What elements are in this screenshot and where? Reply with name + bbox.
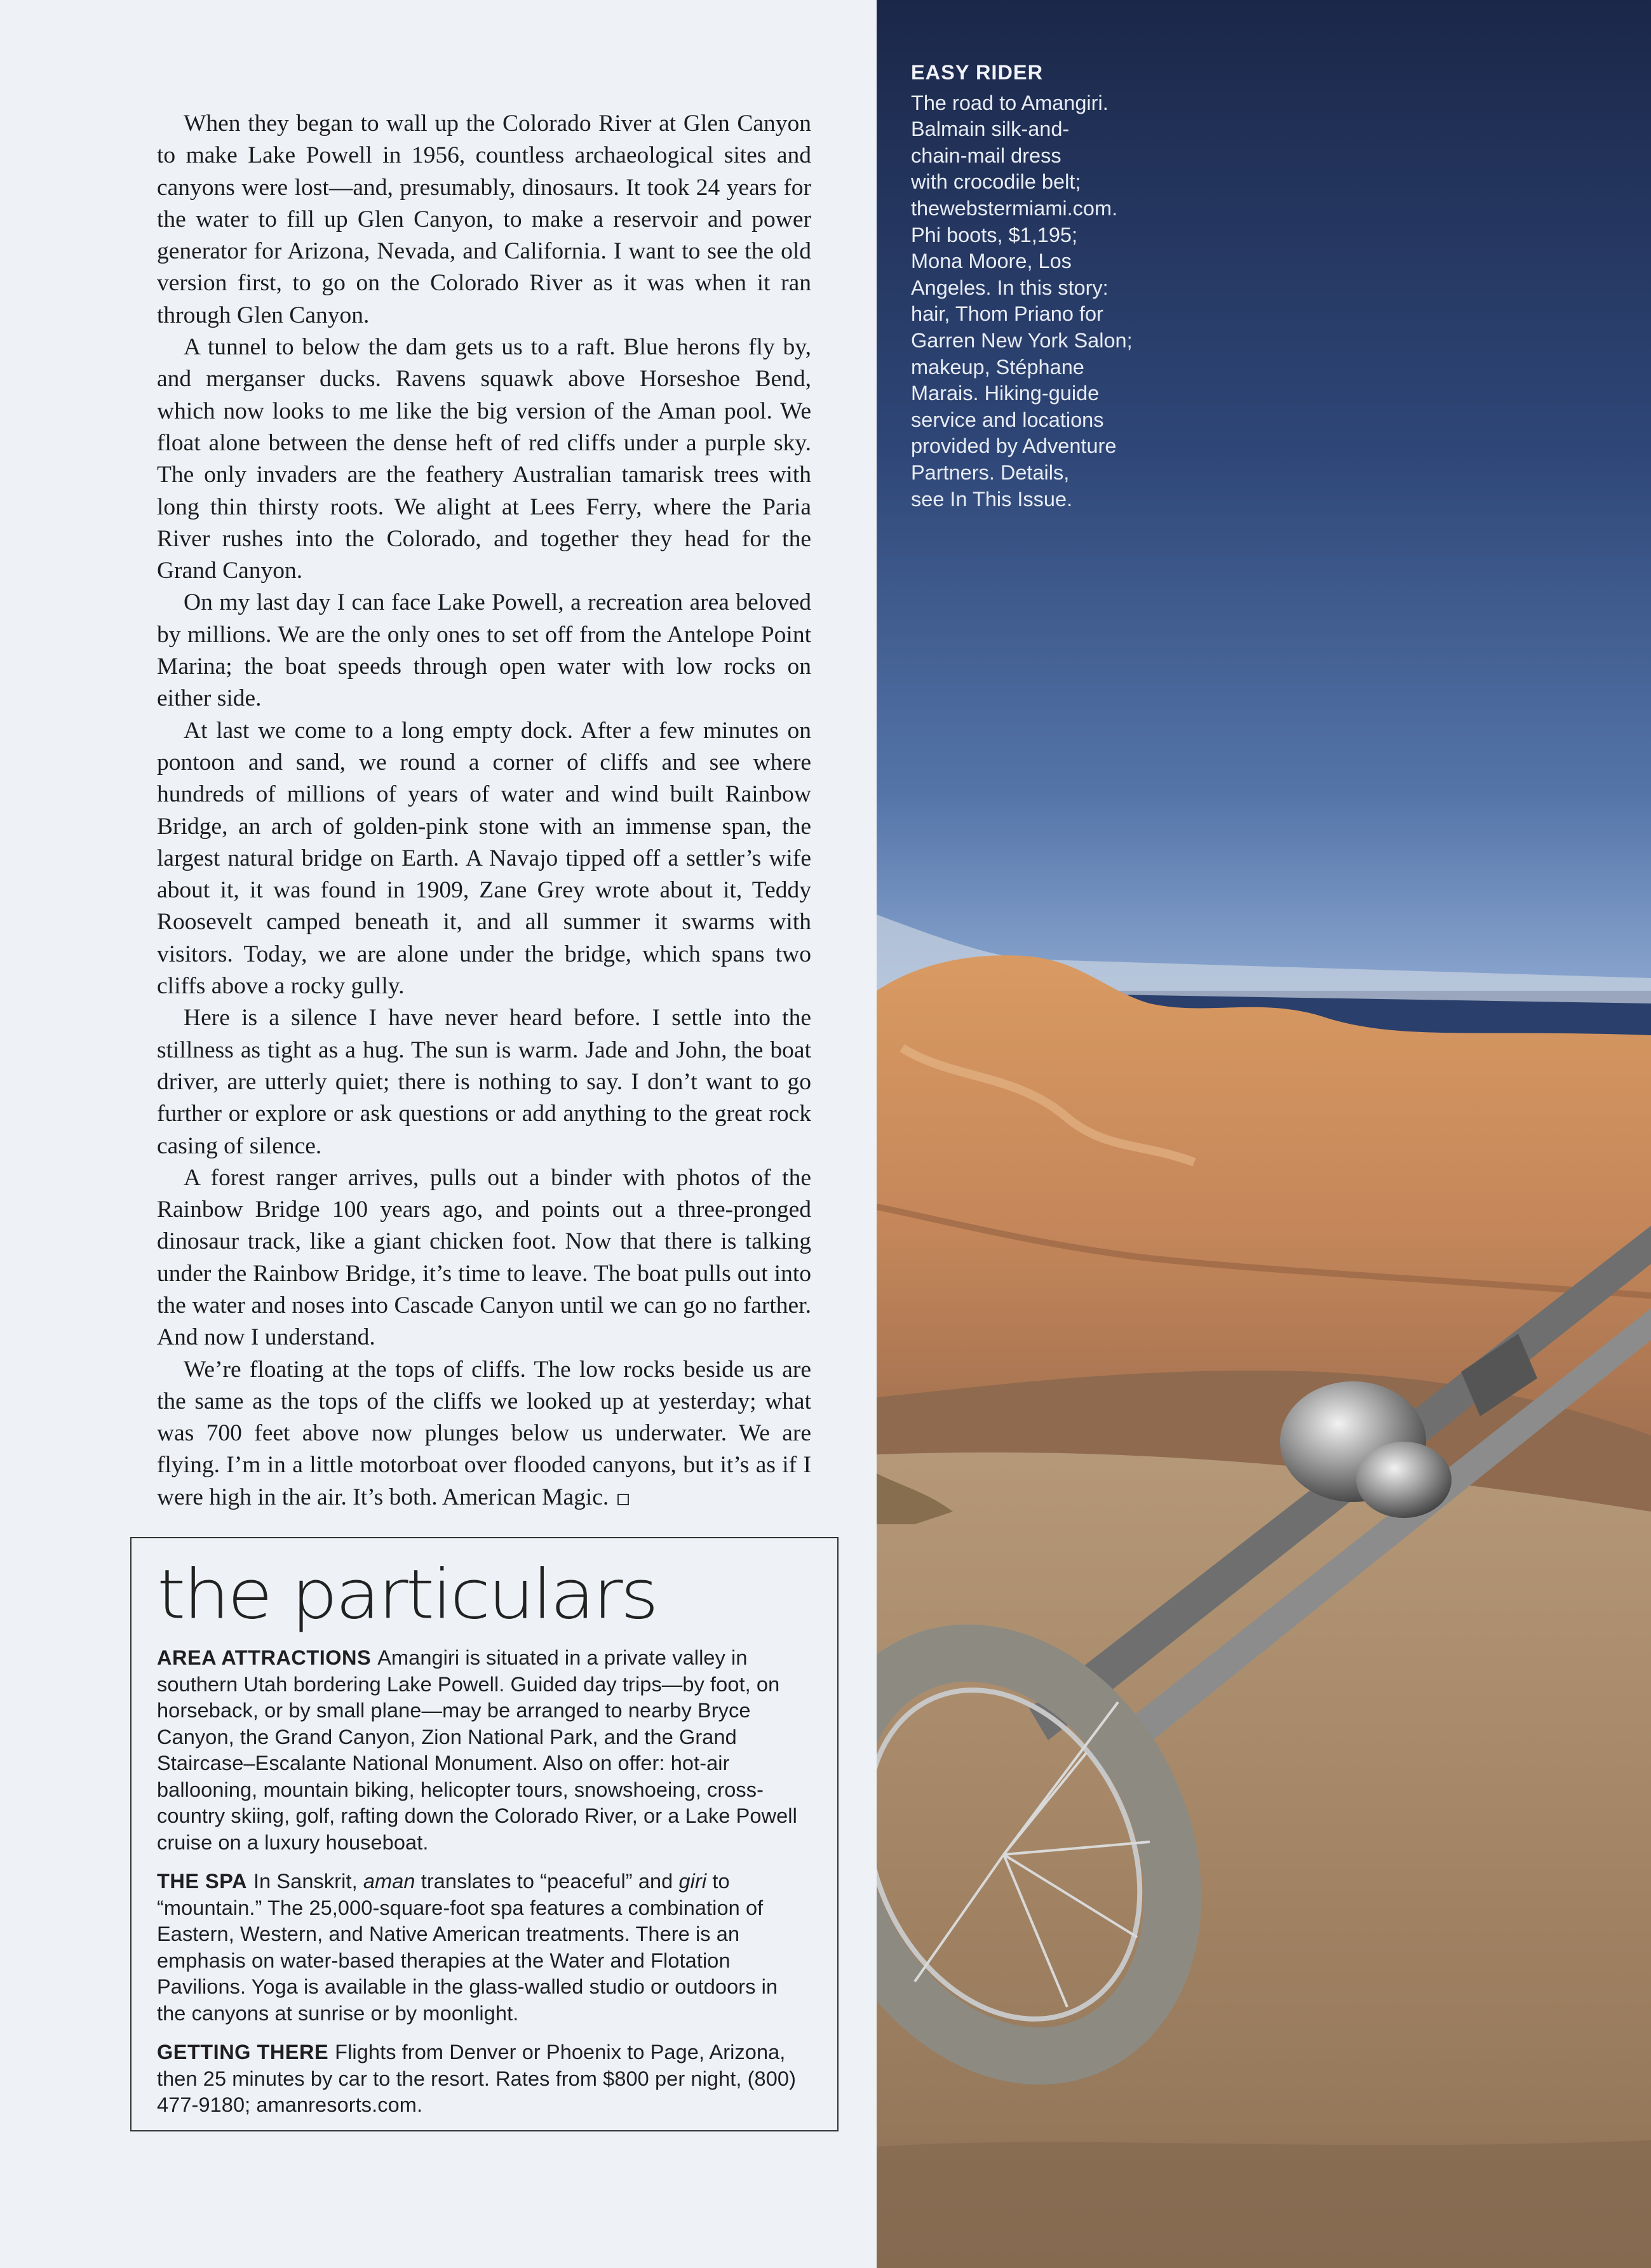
section-text: Amangiri is situated in a private valley in southern Utah bordering Lake Powell. Guided day trips—by foot, on horseback, or by small plane—may be arranged to nearby Bryce Canyon, the Grand Canyon, Zion National Park, and the Grand Staircase–Escalante National Monument. Also on offer: hot-air ballooning, mountain biking, helicopter tours, snowshoeing, cross-country skiing, golf, rafting down the Colorado River, or a Lake Powell cruise on a luxury houseboat. (157, 1646, 797, 1854)
article-paragraph: On my last day I can face Lake Powell, a recreation area beloved by millions. We are the only ones to set off from the Antelope Point Marina; the boat speeds through open water with low rocks on either side. (157, 589, 811, 712)
foreground-gravel (877, 2140, 1651, 2268)
section-text: to “mountain.” The 25,000-square-foot spa features a combination of Eastern, Western, and Native American treatments. There is an emphasis on water-based therapies at the Water and Flotation Pavilions. Yoga is available in the glass-walled studio or outdoors in the canyons at sunrise or by moonlight. (157, 1870, 778, 2025)
caption-line: Angeles. In this story: (911, 276, 1109, 299)
italic-word: aman (363, 1870, 415, 1893)
caption-line: chain-mail dress (911, 144, 1061, 167)
particulars-box (130, 1537, 839, 2131)
section-text: Flights from Denver or Phoenix to Page, Arizona, then 25 minutes by car to the resort. Rates from $800 per night, (800) 477-9180; amanresorts.com. (157, 2041, 796, 2116)
caption-line: Phi boots, $1,195; (911, 223, 1077, 246)
caption-line: Garren New York Salon; (911, 328, 1133, 352)
photo-caption (911, 60, 1203, 513)
caption-title: EASY RIDER (911, 61, 1044, 84)
caption-line: Marais. Hiking-guide (911, 382, 1100, 405)
caption-line: see In This Issue. (911, 487, 1073, 511)
section-text: In Sanskrit, (253, 1870, 358, 1893)
italic-word: giri (678, 1870, 707, 1893)
caption-line: Mona Moore, Los (911, 250, 1072, 273)
spa-section (157, 1869, 811, 2027)
caption-line: provided by Adventure (911, 434, 1117, 458)
article-paragraph: At last we come to a long empty dock. After a few minutes on pontoon and sand, we round a corner of cliffs and see where hundreds of millions of years of water and wind built Rainbow Bridge, an arch of golden-pink stone with an immense span, the largest natural bridge on Earth. A Navajo tipped off a settler’s wife about it, it was found in 1909, Zane Grey wrote about it, Teddy Roosevelt camped beneath it, and all summer it swarms with visitors. Today, we are alone under the bridge, which spans two cliffs above a rocky gully. (157, 717, 811, 1000)
caption-line: hair, Thom Priano for (911, 302, 1103, 326)
caption-line: service and locations (911, 408, 1104, 431)
article-paragraph: Here is a silence I have never heard before. I settle into the stillness as tight as a hug. The sun is warm. Jade and John, the boat driver, are utterly quiet; there is nothing to say. I don’t want to go further or explore or ask questions or add anything to the great rock casing of silence. (157, 1005, 811, 1159)
article-paragraph: A tunnel to below the dam gets us to a raft. Blue herons fly by, and merganser ducks. Ravens squawk above Horseshoe Bend, which now looks to me like the big version of the Aman pool. We float alone between the dense heft of red cliffs under a purple sky. The only invaders are the feathery Australian tamarisk trees with long thin thirsty roots. We alight at Lees Ferry, where the Paria River rushes into the Colorado, and together they head for the Grand Canyon. (157, 334, 811, 584)
particulars-title: the particulars (157, 1555, 657, 1635)
caption-line: The road to Amangiri. (911, 91, 1109, 114)
caption-line: Partners. Details, (911, 460, 1070, 484)
section-heading: THE SPA (157, 1870, 247, 1893)
article-paragraph: A forest ranger arrives, pulls out a binder with photos of the Rainbow Bridge 100 years ago, and points out a three-pronged dinosaur track, like a giant chicken foot. Now that there is talking under the Rainbow Bridge, it’s time to leave. The boat pulls out into the water and noses into Cascade Canyon until we can go no farther. And now I understand. (157, 1164, 811, 1351)
section-heading: GETTING THERE (157, 2041, 329, 2063)
area-attractions-section (157, 1645, 811, 1856)
chrome-skull-jaw (1356, 1442, 1452, 1518)
caption-line: with crocodile belt; (911, 170, 1081, 194)
caption-line: makeup, Stéphane (911, 355, 1084, 379)
article-paragraph-text: We’re floating at the tops of cliffs. The low rocks beside us are the same as the tops of the cliffs we looked up at yesterday; what was 700 feet above now plunges below us underwater. We are flying. I’m in a little motorboat over flooded canyons, but it’s as if I were high in the air. It’s both. American Magic. (157, 1356, 811, 1510)
article-paragraph: When they began to wall up the Colorado River at Glen Canyon to make Lake Powell in 1956, countless archaeological sites and canyons were lost—and, presumably, dinosaurs. It took 24 years for the water to fill up Glen Canyon, to make a reservoir and power generator for Arizona, Nevada, and California. I want to see the old version first, to go on the Colorado River as it was when it ran through Glen Canyon. (157, 111, 811, 328)
getting-there-section (157, 2039, 811, 2119)
article-body (157, 108, 811, 1513)
article-paragraph-last (157, 1354, 811, 1513)
caption-line: Balmain silk-and- (911, 117, 1070, 141)
section-text: translates to “peaceful” and (421, 1870, 673, 1893)
end-mark-icon (617, 1494, 629, 1505)
section-heading: AREA ATTRACTIONS (157, 1646, 372, 1669)
caption-line: thewebstermiami.com. (911, 196, 1118, 220)
